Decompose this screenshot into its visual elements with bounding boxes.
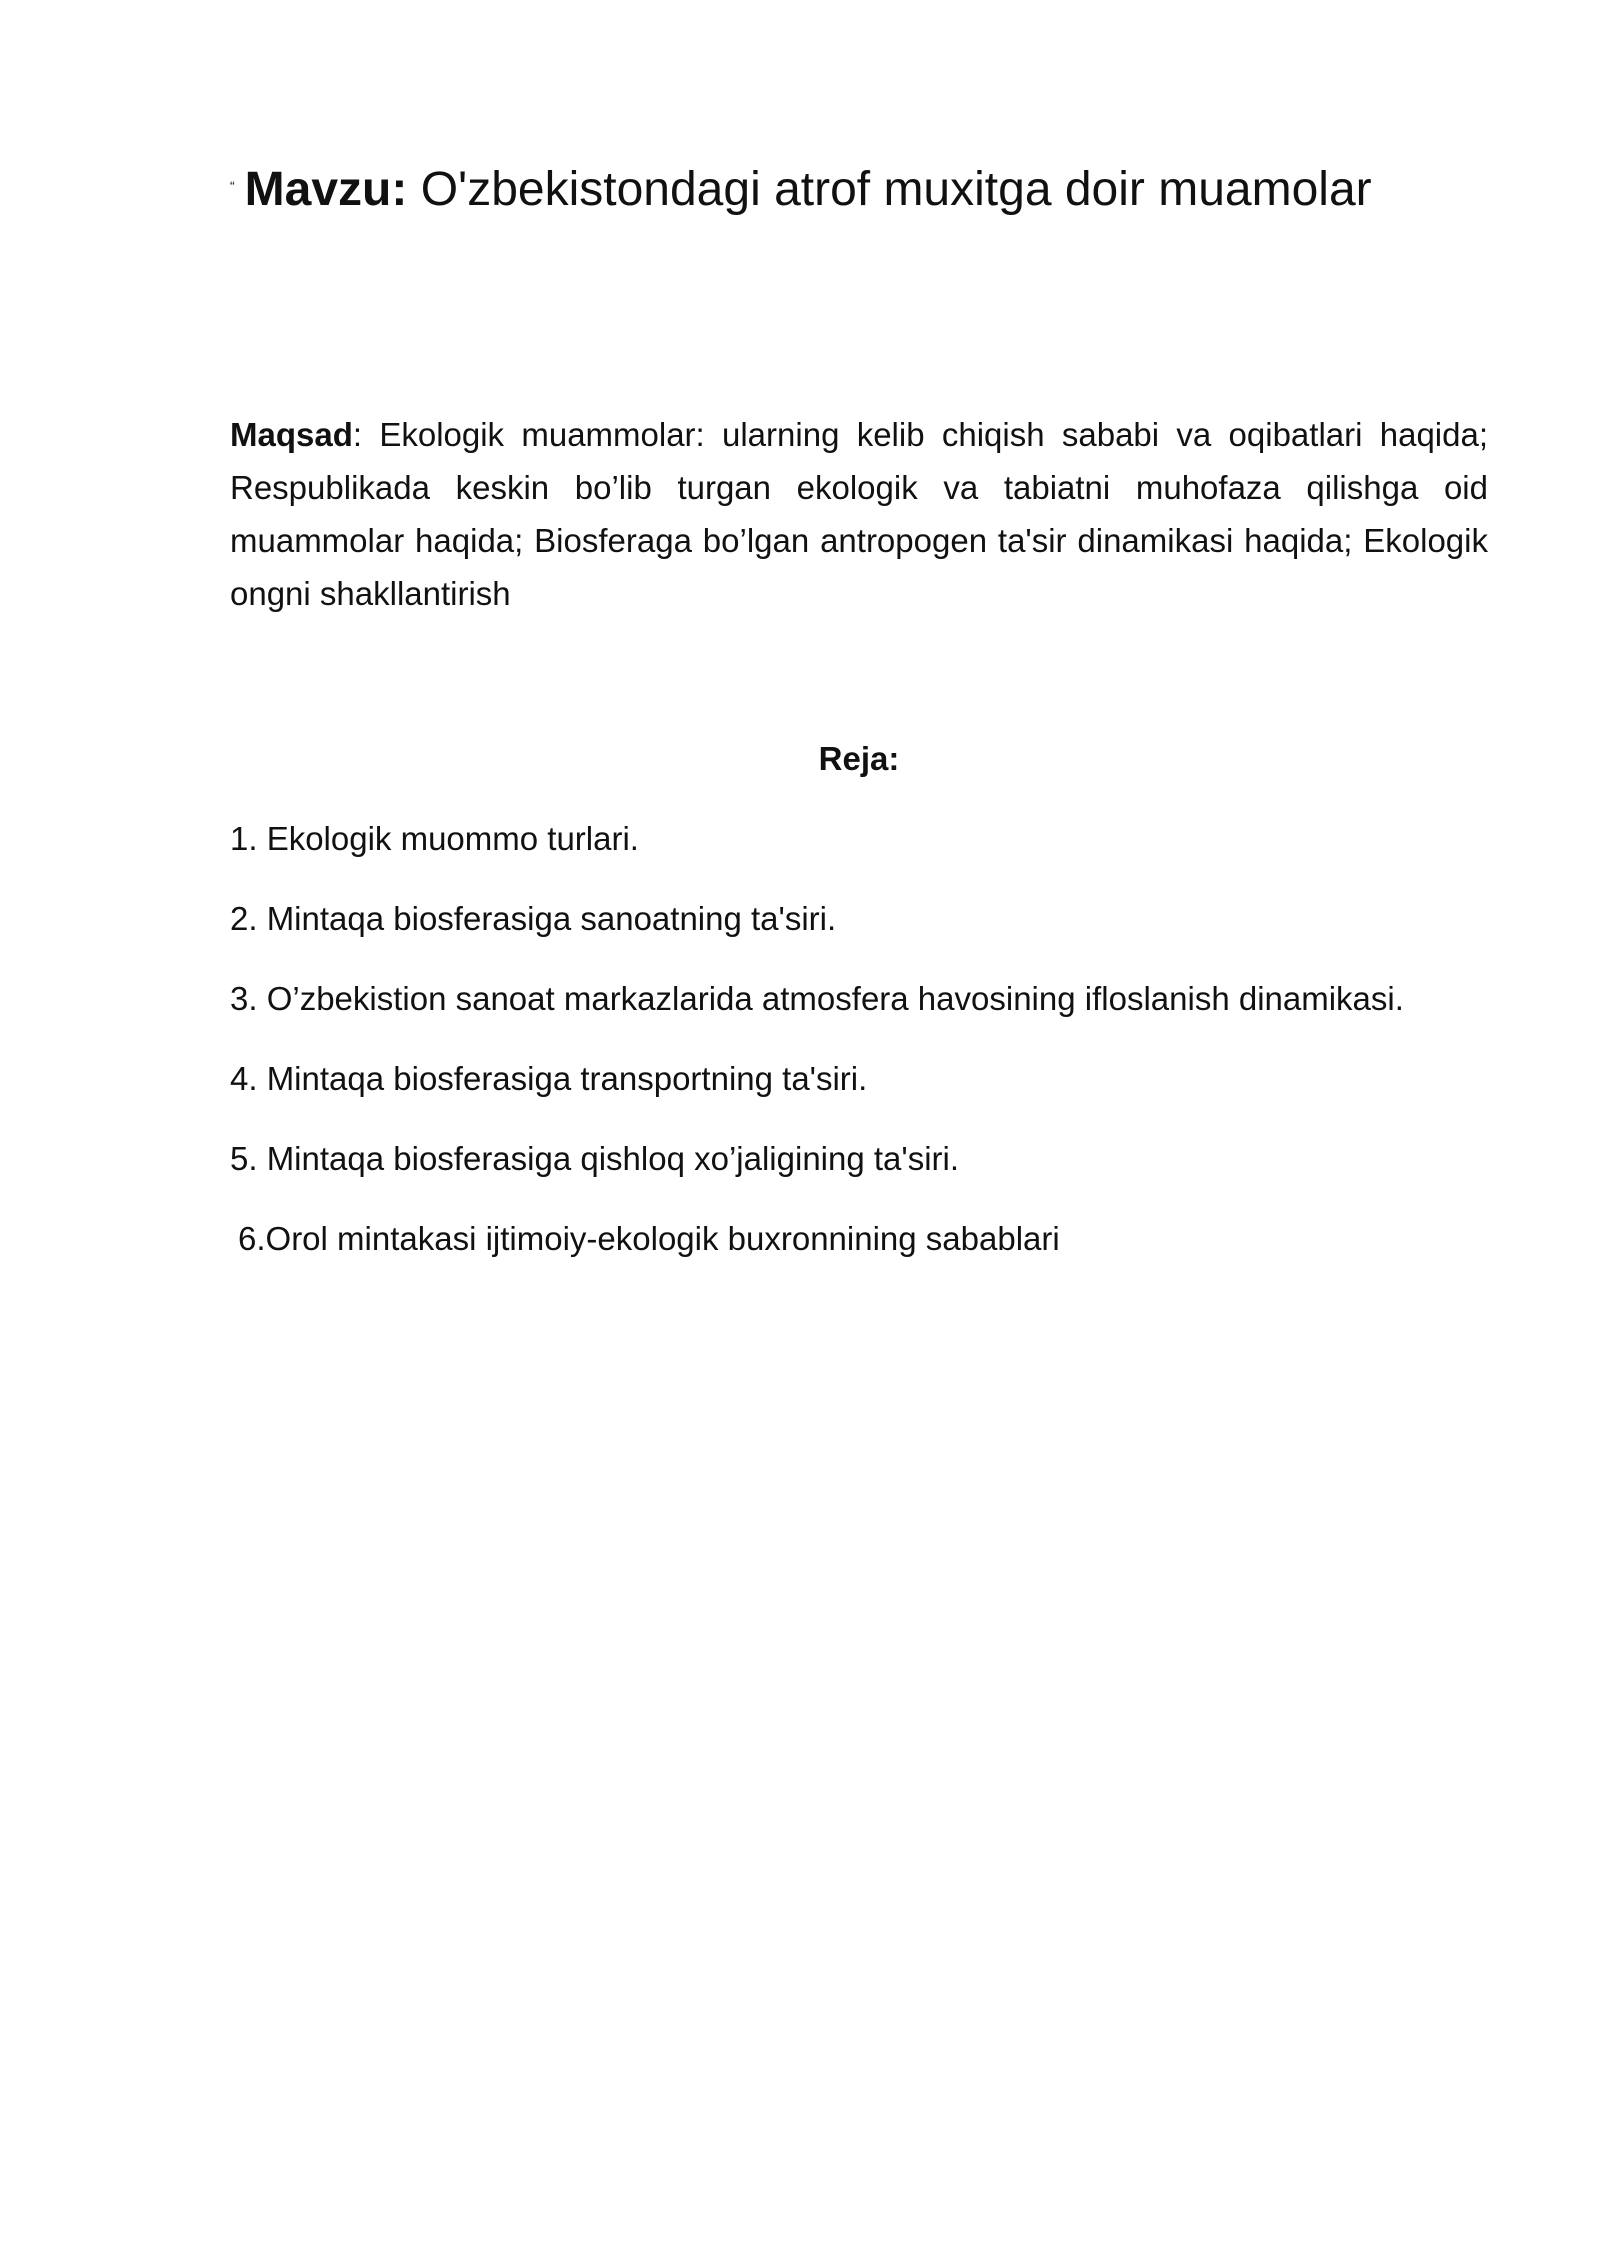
plan-heading: Reja: <box>818 740 900 777</box>
plan-item: 6.Orol mintakasi ijtimoiy-ekologik buxronnining sabablari <box>238 1220 1060 1257</box>
goal-text: : Ekologik muammolar: ularning kelib chiqish sababi va oqibatlari haqida; Respublikada keskin bo’lib turgan ekologik va tabiatni muhofaza qilishga oid muammolar haqida; Biosferaga bo’lgan antropogen ta'sir dinamikasi haqida; Ekologik ongni shakllantirish <box>230 416 1488 612</box>
plan-item: 5. Mintaqa biosferasiga qishloq xo’jaligining ta'siri. <box>230 1140 960 1177</box>
title-quote-mark: “ <box>230 178 235 194</box>
title-text: O'zbekistondagi atrof muxitga doir muamolar <box>407 163 1372 216</box>
plan-item: 4. Mintaqa biosferasiga transportning ta'siri. <box>230 1060 868 1097</box>
goal-label: Maqsad <box>230 416 353 453</box>
plan-list <box>230 812 1530 1292</box>
goal-paragraph <box>230 408 1488 620</box>
title-label: Mavzu: <box>244 163 408 216</box>
plan-item: 3. O’zbekistion sanoat markazlarida atmosfera havosining ifloslanish dinamikasi. <box>230 980 1404 1017</box>
plan-item: 1. Ekologik muommo turlari. <box>230 820 639 857</box>
document-title <box>230 150 1530 226</box>
plan-item: 2. Mintaqa biosferasiga sanoatning ta'siri. <box>230 900 837 937</box>
